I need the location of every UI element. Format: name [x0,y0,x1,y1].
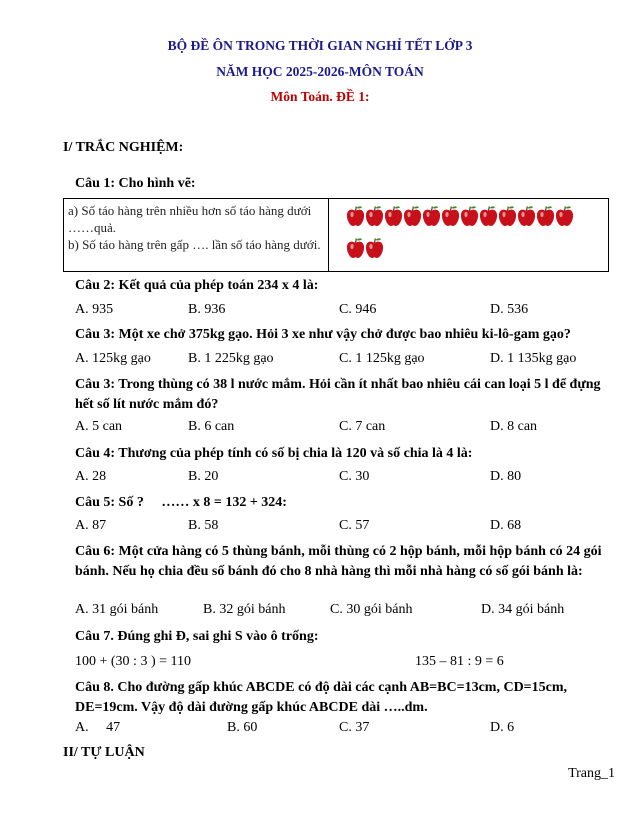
apple-row-top [346,205,608,233]
question-7-label: Câu 7. Đúng ghi Đ, sai ghi S vào ô trống: [75,629,319,644]
question-3b-option-c[interactable]: C. 7 can [339,419,386,434]
apple-icon [517,205,536,227]
question-2-label: Câu 2: Kết quả của phép toán 234 x 4 là: [75,278,319,293]
question-8-option-b[interactable]: B. 60 [227,720,258,735]
question-2-option-d[interactable]: D. 536 [490,302,529,317]
question-3a-option-b[interactable]: B. 1 225kg gạo [188,351,274,366]
apple-icon [555,205,574,227]
question-2-option-a[interactable]: A. 935 [75,302,114,317]
question-6-option-d[interactable]: D. 34 gói bánh [481,602,565,617]
question-4-option-a[interactable]: A. 28 [75,469,107,484]
question-8-option-d[interactable]: D. 6 [490,720,515,735]
question-8-option-a[interactable]: A. 47 [75,720,121,735]
question-5-option-b[interactable]: B. 58 [188,518,219,533]
apple-icon [460,205,479,227]
question-3b-option-a[interactable]: A. 5 can [75,419,123,434]
apple-icon [365,237,384,259]
question-3b-label: Câu 3: Trong thùng có 38 l nước mắm. Hỏi cần ít nhất bao nhiêu cái can loại 5 l để đựng hết số lít nước mắm đó? [75,377,601,412]
apple-icon [536,205,555,227]
apple-icon [422,205,441,227]
apple-icon [346,237,365,259]
question-4-option-c[interactable]: C. 30 [339,469,370,484]
question-4-option-d[interactable]: D. 80 [490,469,522,484]
question-2-option-c[interactable]: C. 946 [339,302,377,317]
question-3a-option-c[interactable]: C. 1 125kg gạo [339,351,425,366]
question-4-option-b[interactable]: B. 20 [188,469,219,484]
page-number: Trang_1 [568,766,615,781]
question-6-option-a[interactable]: A. 31 gói bánh [75,602,159,617]
question-1-table [63,198,609,272]
question-3a-option-a[interactable]: A. 125kg gạo [75,351,151,366]
question-6-option-b[interactable]: B. 32 gói bánh [203,602,286,617]
question-5-option-d[interactable]: D. 68 [490,518,522,533]
exam-subtitle: Môn Toán. ĐỀ 1: [270,89,370,104]
question-8-label: Câu 8. Cho đường gấp khúc ABCDE có độ dài các cạnh AB=BC=13cm, CD=15cm, DE=19cm. Vậy độ dài đường gấp khúc ABCDE dài …..dm. [75,680,568,715]
title-line-2: NĂM HỌC 2025-2026-MÔN TOÁN [216,64,424,79]
question-1-part-a: a) Số táo hàng trên nhiều hơn số táo hàng dưới ……quả. [68,203,312,235]
apple-icon [365,205,384,227]
question-6-label: Câu 6: Một cửa hàng có 5 thùng bánh, mỗi thùng có 2 hộp bánh, mỗi hộp bánh có 24 gói bánh. Nếu họ chia đều số bánh đó cho 8 nhà hàng thì mỗi nhà hàng có số gói bánh là: [75,544,602,579]
apple-icon [498,205,517,227]
question-3a-option-d[interactable]: D. 1 135kg gạo [490,351,577,366]
question-6-option-c[interactable]: C. 30 gói bánh [330,602,413,617]
apple-icon [479,205,498,227]
title-line-1: BỘ ĐỀ ÔN TRONG THỜI GIAN NGHỈ TẾT LỚP 3 [167,38,473,53]
question-7-expression-2: 135 – 81 : 9 = 6 [415,654,504,669]
question-3a-label: Câu 3: Một xe chở 375kg gạo. Hỏi 3 xe như vậy chở được bao nhiêu ki-lô-gam gạo? [75,327,571,342]
question-5-option-c[interactable]: C. 57 [339,518,370,533]
question-3b-option-d[interactable]: D. 8 can [490,419,538,434]
apple-icon [346,205,365,227]
apple-icon [441,205,460,227]
question-1-text-cell [64,199,329,271]
question-1-part-b: b) Số táo hàng trên gấp …. lần số táo hàng dưới. [68,237,321,252]
apple-picture [346,205,608,265]
question-2-option-b[interactable]: B. 936 [188,302,226,317]
question-8-option-c[interactable]: C. 37 [339,720,370,735]
question-7-expression-1: 100 + (30 : 3 ) = 110 [75,654,191,669]
question-1-label: Câu 1: Cho hình vẽ: [75,176,196,191]
question-5-label: Câu 5: Số ? …… x 8 = 132 + 324: [75,495,287,510]
question-3b-option-b[interactable]: B. 6 can [188,419,235,434]
apple-icon [384,205,403,227]
section-multiple-choice: I/ TRẮC NGHIỆM: [63,140,184,155]
apple-icon [403,205,422,227]
question-5-option-a[interactable]: A. 87 [75,518,107,533]
section-essay: II/ TỰ LUẬN [63,745,145,760]
apple-row-bottom [346,237,608,265]
question-4-label: Câu 4: Thương của phép tính có số bị chia là 120 và số chia là 4 là: [75,446,473,461]
